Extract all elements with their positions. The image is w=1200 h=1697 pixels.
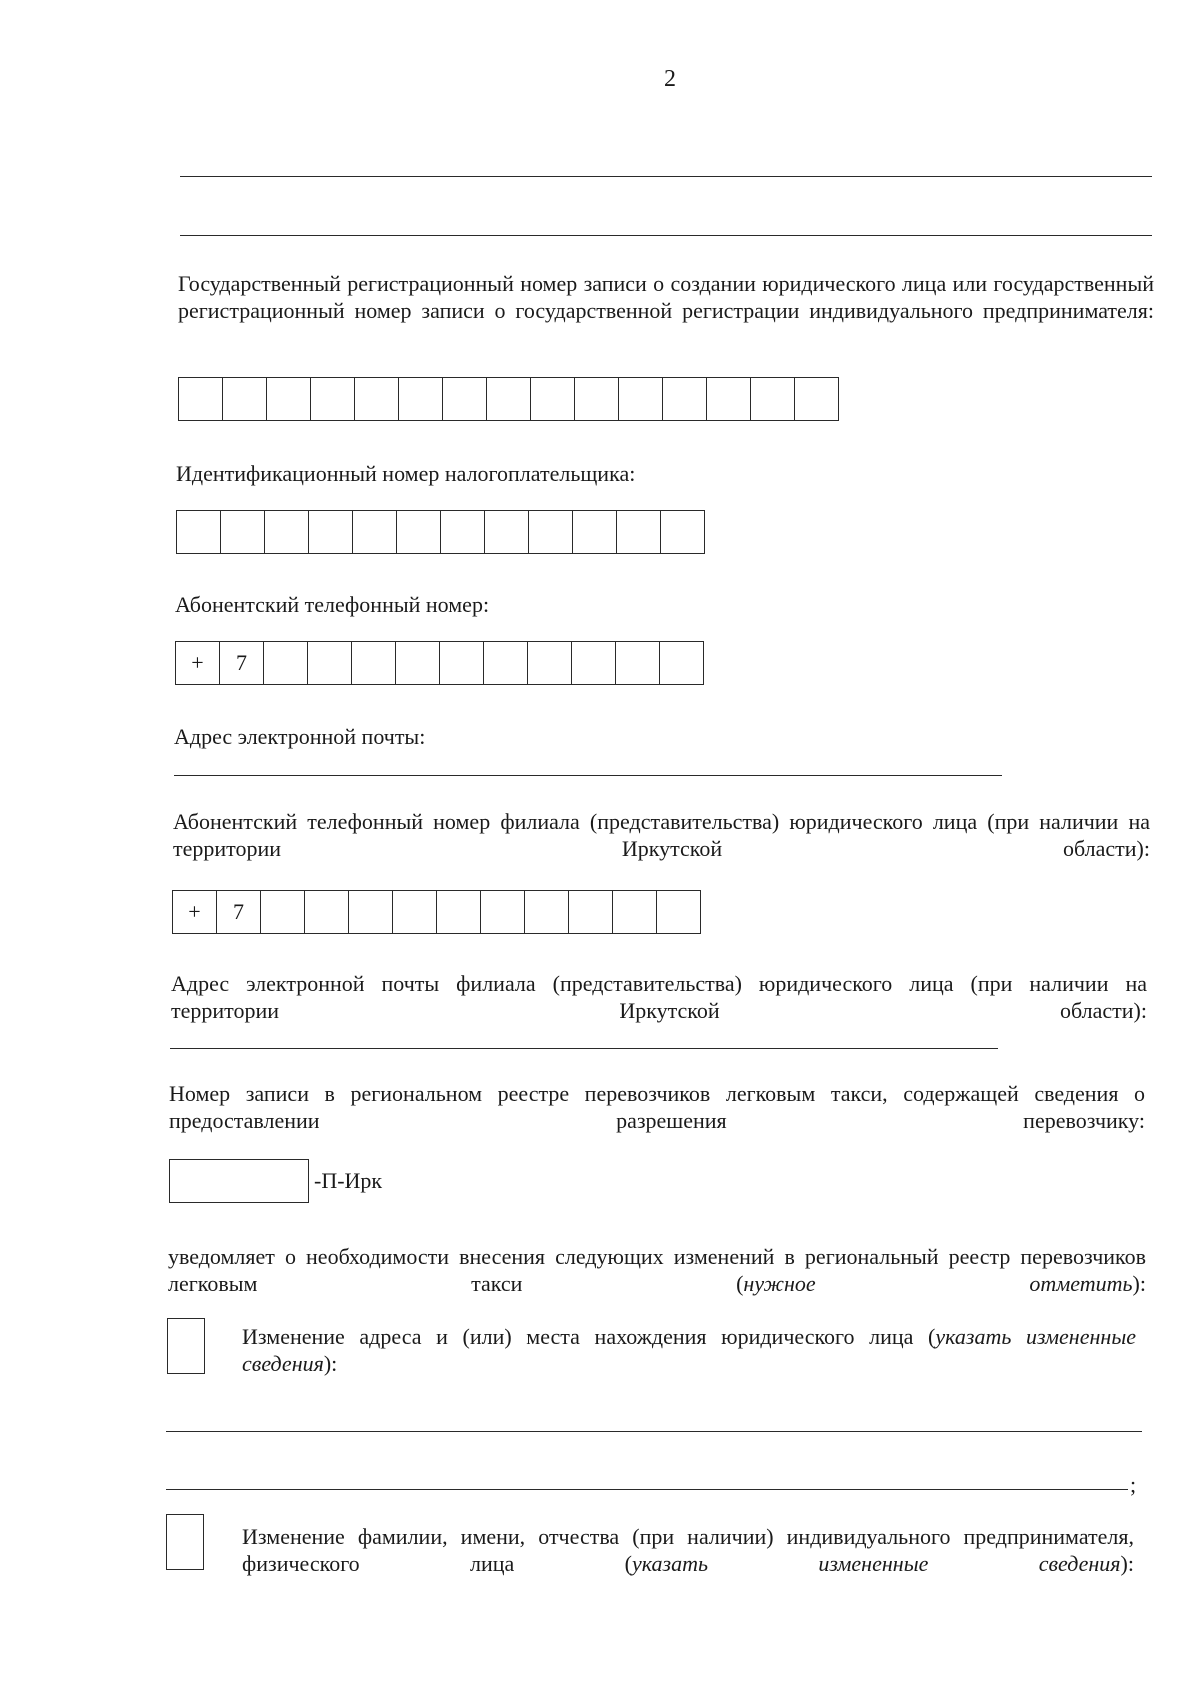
name-change-checkbox[interactable] bbox=[166, 1514, 204, 1570]
address-change-checkbox[interactable] bbox=[167, 1318, 205, 1374]
address-line-2[interactable] bbox=[166, 1489, 1128, 1490]
inn-cell[interactable] bbox=[221, 510, 265, 554]
branch-phone-input-grid[interactable] bbox=[172, 890, 701, 934]
branch-phone-cell[interactable]: 7 bbox=[217, 890, 261, 934]
email-label: Адрес электронной почты: bbox=[174, 724, 426, 749]
ogrn-cell[interactable] bbox=[795, 377, 839, 421]
name-change-text: Изменение фамилии, имени, отчества (при наличии) индивидуального предпринимателя, физического лица (указать измененные сведения): bbox=[242, 1524, 1134, 1576]
inn-cell[interactable] bbox=[265, 510, 309, 554]
ogrn-cell[interactable] bbox=[531, 377, 575, 421]
phone-cell[interactable] bbox=[352, 641, 396, 685]
inn-cell[interactable] bbox=[661, 510, 705, 554]
phone-cell[interactable] bbox=[660, 641, 704, 685]
ogrn-cell[interactable] bbox=[311, 377, 355, 421]
notice-text: уведомляет о необходимости внесения следующих изменений в региональный реестр перевозчиков легковым такси (нужное отметить): bbox=[168, 1244, 1146, 1296]
branch-phone-cell[interactable] bbox=[569, 890, 613, 934]
address-line-semicolon: ; bbox=[1130, 1472, 1137, 1497]
ogrn-cell[interactable] bbox=[751, 377, 795, 421]
phone-cell[interactable] bbox=[308, 641, 352, 685]
ogrn-cell[interactable] bbox=[355, 377, 399, 421]
email-line[interactable] bbox=[174, 775, 1002, 776]
ogrn-cell[interactable] bbox=[575, 377, 619, 421]
inn-cell[interactable] bbox=[177, 510, 221, 554]
ogrn-cell[interactable] bbox=[267, 377, 311, 421]
branch-email-line[interactable] bbox=[170, 1048, 998, 1049]
ogrn-cell[interactable] bbox=[399, 377, 443, 421]
phone-cell[interactable]: 7 bbox=[220, 641, 264, 685]
inn-input-grid[interactable] bbox=[176, 510, 705, 554]
ogrn-cell[interactable] bbox=[619, 377, 663, 421]
phone-label: Абонентский телефонный номер: bbox=[175, 592, 490, 617]
ogrn-label: Государственный регистрационный номер записи о создании юридического лица или государственный регистрационный номер записи о государственной регистрации индивидуального предпринимателя: bbox=[178, 271, 1154, 323]
inn-cell[interactable] bbox=[573, 510, 617, 554]
branch-phone-cell[interactable] bbox=[613, 890, 657, 934]
address-change-text: Изменение адреса и (или) места нахождения юридического лица (указать измененные сведения): bbox=[242, 1324, 1136, 1376]
phone-cell[interactable] bbox=[572, 641, 616, 685]
ogrn-cell[interactable] bbox=[487, 377, 531, 421]
branch-phone-cell[interactable] bbox=[657, 890, 701, 934]
inn-cell[interactable] bbox=[441, 510, 485, 554]
branch-phone-cell[interactable]: + bbox=[173, 890, 217, 934]
inn-cell[interactable] bbox=[353, 510, 397, 554]
phone-cell[interactable] bbox=[440, 641, 484, 685]
branch-phone-cell[interactable] bbox=[261, 890, 305, 934]
name-change-italic: указать измененные сведения bbox=[632, 1551, 1121, 1576]
ogrn-cell[interactable] bbox=[707, 377, 751, 421]
inn-cell[interactable] bbox=[309, 510, 353, 554]
address-line-1[interactable] bbox=[166, 1431, 1142, 1432]
phone-cell[interactable] bbox=[264, 641, 308, 685]
phone-cell[interactable] bbox=[484, 641, 528, 685]
inn-label: Идентификационный номер налогоплательщика: bbox=[176, 461, 636, 486]
ogrn-cell[interactable] bbox=[663, 377, 707, 421]
blank-line-2[interactable] bbox=[180, 235, 1152, 236]
phone-input-grid[interactable] bbox=[175, 641, 704, 685]
ogrn-cell[interactable] bbox=[443, 377, 487, 421]
registry-label: Номер записи в региональном реестре перевозчиков легковым такси, содержащей сведения о предоставлении разрешения перевозчику: bbox=[169, 1081, 1145, 1133]
branch-phone-cell[interactable] bbox=[305, 890, 349, 934]
phone-cell[interactable] bbox=[396, 641, 440, 685]
branch-phone-cell[interactable] bbox=[349, 890, 393, 934]
inn-cell[interactable] bbox=[617, 510, 661, 554]
phone-cell[interactable] bbox=[616, 641, 660, 685]
notice-italic: нужное отметить bbox=[743, 1271, 1133, 1296]
blank-line-1[interactable] bbox=[180, 176, 1152, 177]
ogrn-cell[interactable] bbox=[179, 377, 223, 421]
phone-cell[interactable] bbox=[528, 641, 572, 685]
address-change-italic: указать измененные сведения bbox=[242, 1324, 1136, 1376]
branch-phone-cell[interactable] bbox=[481, 890, 525, 934]
branch-phone-label: Абонентский телефонный номер филиала (представительства) юридического лица (при наличии на территории Иркутской области): bbox=[173, 809, 1150, 861]
ogrn-input-grid[interactable] bbox=[178, 377, 839, 421]
inn-cell[interactable] bbox=[529, 510, 573, 554]
branch-email-label: Адрес электронной почты филиала (представительства) юридического лица (при наличии на территории Иркутской области): bbox=[171, 971, 1147, 1023]
page-number: 2 bbox=[664, 66, 676, 92]
inn-cell[interactable] bbox=[397, 510, 441, 554]
inn-cell[interactable] bbox=[485, 510, 529, 554]
registry-suffix: -П-Ирк bbox=[314, 1168, 383, 1193]
registry-number-input[interactable] bbox=[169, 1159, 309, 1203]
branch-phone-cell[interactable] bbox=[437, 890, 481, 934]
phone-cell[interactable]: + bbox=[176, 641, 220, 685]
ogrn-cell[interactable] bbox=[223, 377, 267, 421]
branch-phone-cell[interactable] bbox=[525, 890, 569, 934]
branch-phone-cell[interactable] bbox=[393, 890, 437, 934]
